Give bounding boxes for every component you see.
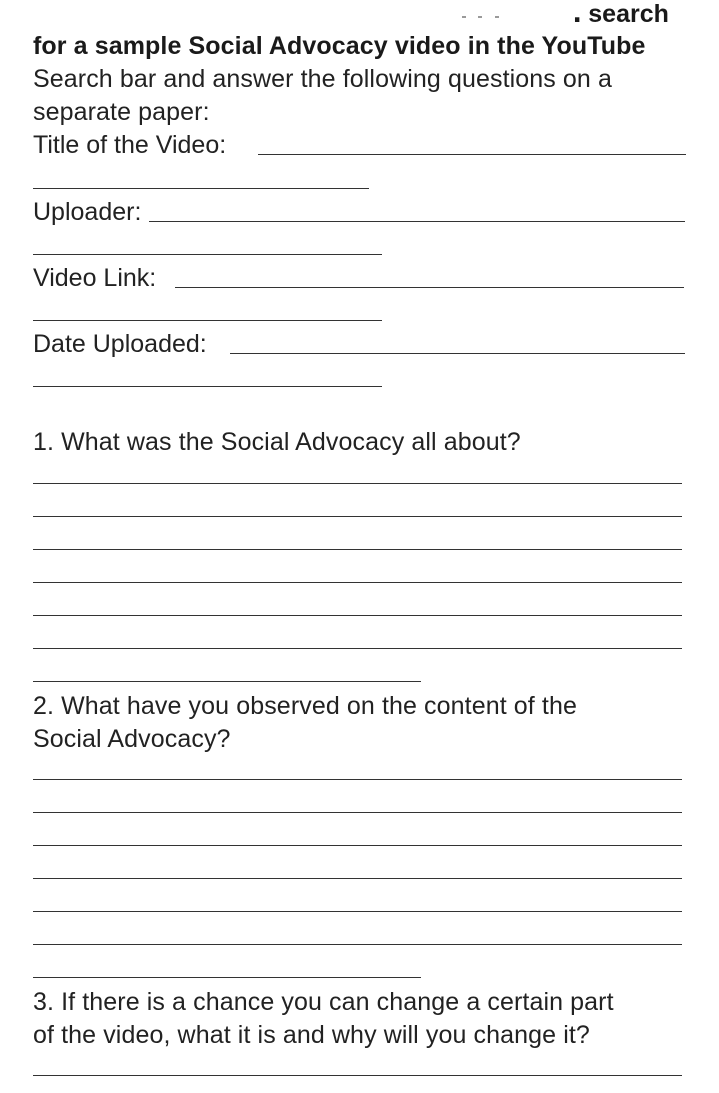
answer-line	[33, 582, 682, 583]
uploader-answer-line	[149, 221, 685, 222]
ink-smudge	[462, 16, 466, 18]
date-answer-line-2	[33, 386, 382, 387]
question-3-line-2: of the video, what it is and why will you change it?	[33, 1021, 590, 1049]
link-answer-line-2	[33, 320, 382, 321]
answer-line	[33, 615, 682, 616]
question-1: 1. What was the Social Advocacy all about?	[33, 428, 521, 456]
ink-smudge	[478, 16, 482, 18]
link-field-label: Video Link:	[33, 264, 157, 292]
answer-line-short	[33, 977, 421, 978]
answer-line-short	[33, 681, 421, 682]
answer-line	[33, 845, 682, 846]
instruction-line-3: separate paper:	[33, 98, 210, 126]
answer-line	[33, 549, 682, 550]
title-answer-line	[258, 154, 686, 155]
date-answer-line	[230, 353, 685, 354]
answer-line	[33, 1075, 682, 1076]
answer-line	[33, 483, 682, 484]
uploader-field-label: Uploader:	[33, 198, 142, 226]
instruction-fragment: ․ search	[573, 0, 669, 28]
answer-line	[33, 516, 682, 517]
answer-line	[33, 779, 682, 780]
instruction-line-1: for a sample Social Advocacy video in the YouTube	[33, 32, 646, 60]
uploader-answer-line-2	[33, 254, 382, 255]
answer-line	[33, 878, 682, 879]
question-3-line-1: 3. If there is a chance you can change a certain part	[33, 988, 614, 1016]
instruction-line-2: Search bar and answer the following questions on a	[33, 65, 612, 93]
title-field-label: Title of the Video:	[33, 131, 227, 159]
answer-line	[33, 812, 682, 813]
date-field-label: Date Uploaded:	[33, 330, 207, 358]
link-answer-line	[175, 287, 684, 288]
question-2-line-2: Social Advocacy?	[33, 725, 231, 753]
answer-line	[33, 648, 682, 649]
answer-line	[33, 944, 682, 945]
title-answer-line-2	[33, 188, 369, 189]
answer-line	[33, 911, 682, 912]
question-2-line-1: 2. What have you observed on the content of the	[33, 692, 577, 720]
ink-smudge	[495, 16, 499, 18]
